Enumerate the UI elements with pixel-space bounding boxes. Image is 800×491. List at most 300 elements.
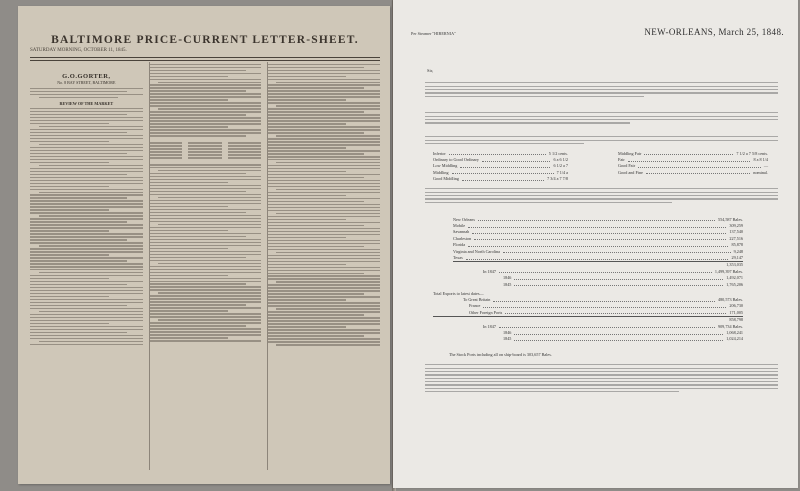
row-label: Ordinary to Good Ordinary	[433, 157, 479, 163]
text-line	[149, 328, 262, 329]
text-line	[149, 310, 228, 311]
newspaper-columns	[30, 62, 380, 470]
text-line	[149, 145, 183, 146]
row-label: Texas	[453, 255, 463, 261]
text-line	[188, 141, 222, 161]
row-label: Middling	[433, 169, 449, 175]
text-line	[276, 135, 380, 136]
text-line	[425, 112, 778, 113]
text-line	[149, 176, 262, 177]
leader-dots	[474, 236, 726, 240]
text-line	[267, 132, 364, 133]
exports-table	[433, 290, 743, 342]
text-line	[149, 272, 262, 273]
exports-heading: Total Exports to latest dates—	[433, 290, 484, 296]
row-value: 1,492,071	[726, 275, 743, 281]
leader-dots	[462, 177, 544, 181]
text-line	[267, 264, 346, 265]
row-label: Savannah	[453, 229, 470, 235]
row-value: —	[763, 163, 768, 169]
text-line	[267, 329, 380, 330]
text-line	[158, 224, 262, 225]
text-line	[228, 142, 262, 143]
text-line	[276, 105, 380, 106]
date-line: SATURDAY MORNING, OCTOBER 11, 1845.	[30, 48, 127, 53]
text-line	[267, 314, 364, 315]
text-line	[149, 221, 262, 222]
text-line	[149, 206, 228, 207]
text-line	[30, 338, 143, 339]
text-line	[30, 275, 143, 276]
text-line	[30, 287, 143, 288]
row-value: 480,573 Bales.	[717, 297, 743, 303]
text-line	[30, 230, 109, 231]
review-heading: REVIEW OF THE MARKET	[59, 101, 114, 107]
text-line	[149, 84, 262, 85]
text-line	[158, 108, 262, 109]
text-line	[228, 145, 262, 146]
price-list-right	[618, 150, 768, 176]
text-line	[149, 105, 262, 106]
text-line	[149, 64, 262, 65]
text-line	[149, 151, 183, 152]
text-line	[149, 167, 262, 168]
row-label: Mobile	[453, 223, 466, 229]
text-line	[267, 210, 380, 211]
text-line	[149, 212, 246, 213]
row-value: 9,248	[733, 248, 743, 254]
text-line	[276, 344, 380, 345]
text-line	[30, 254, 109, 255]
text-line	[149, 194, 262, 195]
text-line	[158, 170, 262, 171]
text-line	[267, 237, 346, 238]
text-line	[267, 338, 380, 339]
text-line	[149, 304, 246, 305]
text-line	[267, 141, 380, 142]
text-line	[149, 70, 246, 71]
exports-total: 858,798	[729, 317, 743, 323]
text-line	[267, 341, 380, 342]
text-line	[425, 122, 630, 123]
leader-dots	[499, 324, 715, 328]
text-line	[30, 281, 143, 282]
text-line	[149, 239, 262, 240]
masthead-subline	[30, 48, 380, 53]
text-line	[267, 273, 364, 274]
text-line	[188, 157, 222, 158]
text-line	[228, 141, 262, 161]
leader-dots	[514, 337, 723, 341]
leader-dots	[505, 310, 726, 314]
text-line	[188, 145, 222, 146]
text-line	[267, 102, 380, 103]
text-line	[267, 240, 380, 241]
text-line	[267, 284, 380, 285]
text-line	[30, 293, 143, 294]
text-line	[149, 102, 262, 103]
text-line	[30, 278, 109, 279]
text-line	[149, 99, 228, 100]
row-value: 7 1/4 a	[556, 169, 568, 175]
row-value: 6 1/2 a 7	[553, 163, 568, 169]
leader-dots	[483, 304, 726, 308]
text-line	[149, 148, 183, 149]
text-line	[149, 218, 262, 219]
row-value: 8 a 8 1/4	[753, 157, 768, 163]
text-line	[149, 173, 246, 174]
text-line	[149, 289, 262, 290]
text-line	[267, 70, 380, 71]
leader-dots	[514, 331, 723, 335]
text-line	[267, 120, 380, 121]
text-line	[267, 76, 346, 77]
text-line	[267, 177, 364, 178]
right-letter-page	[393, 0, 798, 488]
text-line	[30, 123, 109, 124]
text-line	[267, 287, 380, 288]
row-label: Florida	[453, 242, 466, 248]
text-line	[149, 157, 183, 158]
text-line	[149, 132, 262, 133]
text-line	[149, 67, 262, 68]
text-line	[149, 203, 262, 204]
text-line	[149, 129, 262, 130]
row-value: 1,499,397 Bales.	[714, 268, 743, 274]
leader-dots	[493, 298, 715, 302]
text-line	[30, 147, 143, 148]
table-row	[618, 169, 768, 175]
leader-dots	[499, 269, 712, 273]
text-line	[30, 159, 143, 160]
text-line	[39, 341, 143, 342]
text-line	[30, 206, 143, 207]
row-value: 6 a 6 1/2	[553, 157, 568, 163]
text-line	[149, 286, 262, 287]
text-line	[425, 119, 778, 120]
firm-prefix	[30, 62, 143, 67]
leader-dots	[468, 224, 726, 228]
text-line	[149, 182, 228, 183]
text-line	[30, 162, 109, 163]
text-line	[267, 180, 380, 181]
text-line	[30, 156, 143, 157]
text-line	[158, 263, 262, 264]
row-label: 1845	[503, 281, 512, 287]
paragraph-1	[425, 80, 778, 99]
text-line	[267, 323, 380, 324]
text-line	[149, 283, 246, 284]
text-line	[425, 92, 778, 93]
text-line	[228, 157, 262, 158]
text-line	[425, 381, 778, 382]
text-line	[149, 251, 262, 252]
row-label: France	[469, 303, 481, 309]
text-line	[149, 236, 246, 237]
text-line	[30, 260, 127, 261]
row-value: 29,147	[731, 255, 743, 261]
text-line	[30, 224, 143, 225]
text-line	[30, 221, 127, 222]
text-line	[267, 87, 364, 88]
text-line	[267, 183, 380, 184]
text-line	[425, 371, 778, 372]
text-line	[39, 126, 143, 127]
row-label: Good and Fine	[618, 169, 643, 175]
table-row	[433, 316, 743, 323]
text-line	[228, 148, 262, 149]
row-value: 554,587 Bales.	[717, 216, 743, 222]
leader-dots	[644, 151, 733, 155]
text-line	[149, 266, 262, 267]
leader-dots	[460, 164, 550, 168]
text-line	[267, 249, 380, 250]
leader-dots	[478, 217, 715, 221]
text-line	[149, 142, 183, 143]
text-line	[276, 281, 380, 282]
text-line	[30, 129, 143, 130]
text-line	[30, 194, 143, 195]
text-line	[149, 322, 262, 323]
row-label: Good Fair	[618, 163, 636, 169]
text-line	[276, 308, 380, 309]
text-line	[30, 251, 143, 252]
text-line	[149, 230, 228, 231]
text-line	[425, 374, 778, 375]
paragraph-4	[425, 186, 778, 205]
text-line	[30, 332, 127, 333]
row-label: In 1847	[483, 268, 496, 274]
text-line	[267, 225, 364, 226]
text-line	[267, 261, 380, 262]
text-line	[267, 99, 346, 100]
text-line	[267, 123, 346, 124]
city-date: NEW-ORLEANS, March 25, 1848.	[644, 27, 784, 37]
text-line	[267, 219, 346, 220]
text-line	[149, 227, 262, 228]
leader-dots	[452, 170, 554, 174]
text-line	[267, 290, 380, 291]
text-line	[30, 94, 143, 95]
row-label: Inferior	[433, 150, 446, 156]
row-value: 171,005	[729, 309, 743, 315]
leader-dots	[646, 170, 750, 174]
receipts-total: 1,353,035	[726, 262, 743, 268]
text-line	[30, 120, 143, 121]
row-label: 1846	[503, 275, 512, 281]
text-line	[30, 212, 143, 213]
text-line	[425, 195, 778, 196]
text-line	[267, 150, 380, 151]
text-line	[149, 96, 262, 97]
text-line	[30, 335, 143, 336]
text-line	[30, 266, 143, 267]
text-line	[267, 192, 380, 193]
text-line	[30, 326, 143, 327]
text-line	[30, 329, 143, 330]
text-line	[267, 296, 380, 297]
text-line	[188, 151, 222, 152]
text-line	[267, 90, 380, 91]
text-line	[267, 64, 380, 65]
firm-name: G.O.GORTER,	[62, 73, 111, 80]
text-line	[30, 284, 127, 285]
text-line	[149, 141, 262, 161]
text-line	[30, 108, 143, 109]
text-line	[149, 254, 262, 255]
text-line	[149, 79, 262, 80]
text-line	[149, 111, 262, 112]
row-label: New Orleans	[453, 216, 475, 222]
text-line	[149, 215, 262, 216]
text-line	[30, 242, 143, 243]
text-line	[149, 135, 246, 136]
text-line	[149, 248, 228, 249]
text-line	[425, 116, 778, 117]
text-line	[158, 82, 262, 83]
text-line	[39, 97, 118, 98]
text-line	[267, 79, 380, 80]
text-line	[267, 153, 364, 154]
row-value: 1,068,241	[726, 330, 743, 336]
text-line	[267, 317, 380, 318]
text-line	[425, 391, 679, 392]
text-line	[30, 263, 143, 264]
text-line	[30, 150, 143, 151]
steamer-note: Per Steamer "HIBERNIA"	[411, 31, 456, 36]
table-row	[433, 336, 743, 342]
text-line	[267, 147, 346, 148]
leader-dots	[514, 282, 723, 286]
text-line	[267, 174, 380, 175]
text-line	[267, 270, 380, 271]
text-line	[425, 82, 778, 83]
row-label: Charleston	[453, 235, 472, 241]
text-line	[276, 162, 380, 163]
text-line	[425, 86, 778, 87]
text-line	[30, 299, 143, 300]
column-2	[149, 62, 262, 470]
text-line	[267, 326, 346, 327]
text-line	[149, 316, 262, 317]
text-line	[149, 269, 262, 270]
text-line	[149, 73, 262, 74]
text-line	[149, 141, 183, 161]
row-value: 7 1/2 a 7 5/8 cents.	[736, 150, 768, 156]
text-line	[30, 186, 109, 187]
text-line	[39, 215, 143, 216]
leader-dots	[482, 158, 551, 162]
row-value: 1,765,206	[726, 281, 743, 287]
text-line	[149, 301, 262, 302]
text-line	[267, 126, 380, 127]
text-line	[425, 364, 778, 365]
text-line	[149, 298, 262, 299]
text-line	[149, 114, 246, 115]
text-line	[30, 197, 127, 198]
text-line	[39, 272, 143, 273]
text-line	[425, 378, 778, 379]
row-value: 309,259	[729, 223, 743, 229]
leader-dots	[514, 276, 723, 280]
text-line	[30, 236, 143, 237]
column-1	[30, 62, 143, 470]
column-3	[267, 62, 380, 470]
text-line	[267, 168, 380, 169]
text-line	[30, 180, 143, 181]
masthead-rule-2	[30, 60, 380, 61]
text-line	[267, 67, 364, 68]
text-line	[149, 191, 246, 192]
text-line	[149, 233, 262, 234]
text-line	[149, 337, 228, 338]
text-line	[425, 384, 778, 385]
text-line	[267, 258, 380, 259]
text-line	[158, 197, 262, 198]
text-line	[267, 73, 380, 74]
text-line	[276, 82, 380, 83]
text-line	[149, 185, 262, 186]
text-line	[267, 255, 380, 256]
receipts-table	[453, 216, 743, 287]
masthead-title: BALTIMORE PRICE-CURRENT LETTER-SHEET.	[51, 34, 359, 46]
text-line	[228, 151, 262, 152]
column-divider	[267, 62, 268, 470]
text-line	[188, 148, 222, 149]
text-line	[149, 260, 262, 261]
text-line	[425, 192, 778, 193]
row-label: To Great Britain	[463, 297, 491, 303]
row-value: 909,734 Bales.	[717, 323, 743, 329]
text-line	[267, 114, 380, 115]
text-line	[149, 154, 183, 155]
text-line	[267, 332, 380, 333]
row-value: 137,540	[729, 229, 743, 235]
text-line	[267, 207, 380, 208]
text-line	[267, 201, 364, 202]
row-value: nominal.	[753, 169, 768, 175]
text-line	[30, 200, 143, 201]
text-line	[267, 222, 380, 223]
text-line	[158, 319, 262, 320]
text-line	[149, 307, 262, 308]
leader-dots	[468, 243, 728, 247]
leader-dots	[472, 230, 726, 234]
text-line	[149, 340, 262, 341]
text-line	[267, 156, 380, 157]
text-line	[30, 323, 109, 324]
text-line	[267, 195, 346, 196]
text-line	[39, 192, 143, 193]
text-line	[158, 292, 262, 293]
text-line	[267, 159, 380, 160]
text-line	[30, 168, 143, 169]
text-line	[425, 198, 778, 199]
text-line	[425, 136, 778, 137]
text-line	[425, 96, 644, 97]
text-line	[39, 144, 143, 145]
text-line	[149, 87, 262, 88]
text-line	[30, 117, 143, 118]
text-line	[267, 234, 380, 235]
text-line	[39, 311, 143, 312]
text-line	[276, 252, 380, 253]
text-line	[267, 198, 380, 199]
text-line	[30, 114, 127, 115]
text-line	[30, 233, 143, 234]
text-line	[30, 174, 127, 175]
text-line	[425, 89, 778, 90]
